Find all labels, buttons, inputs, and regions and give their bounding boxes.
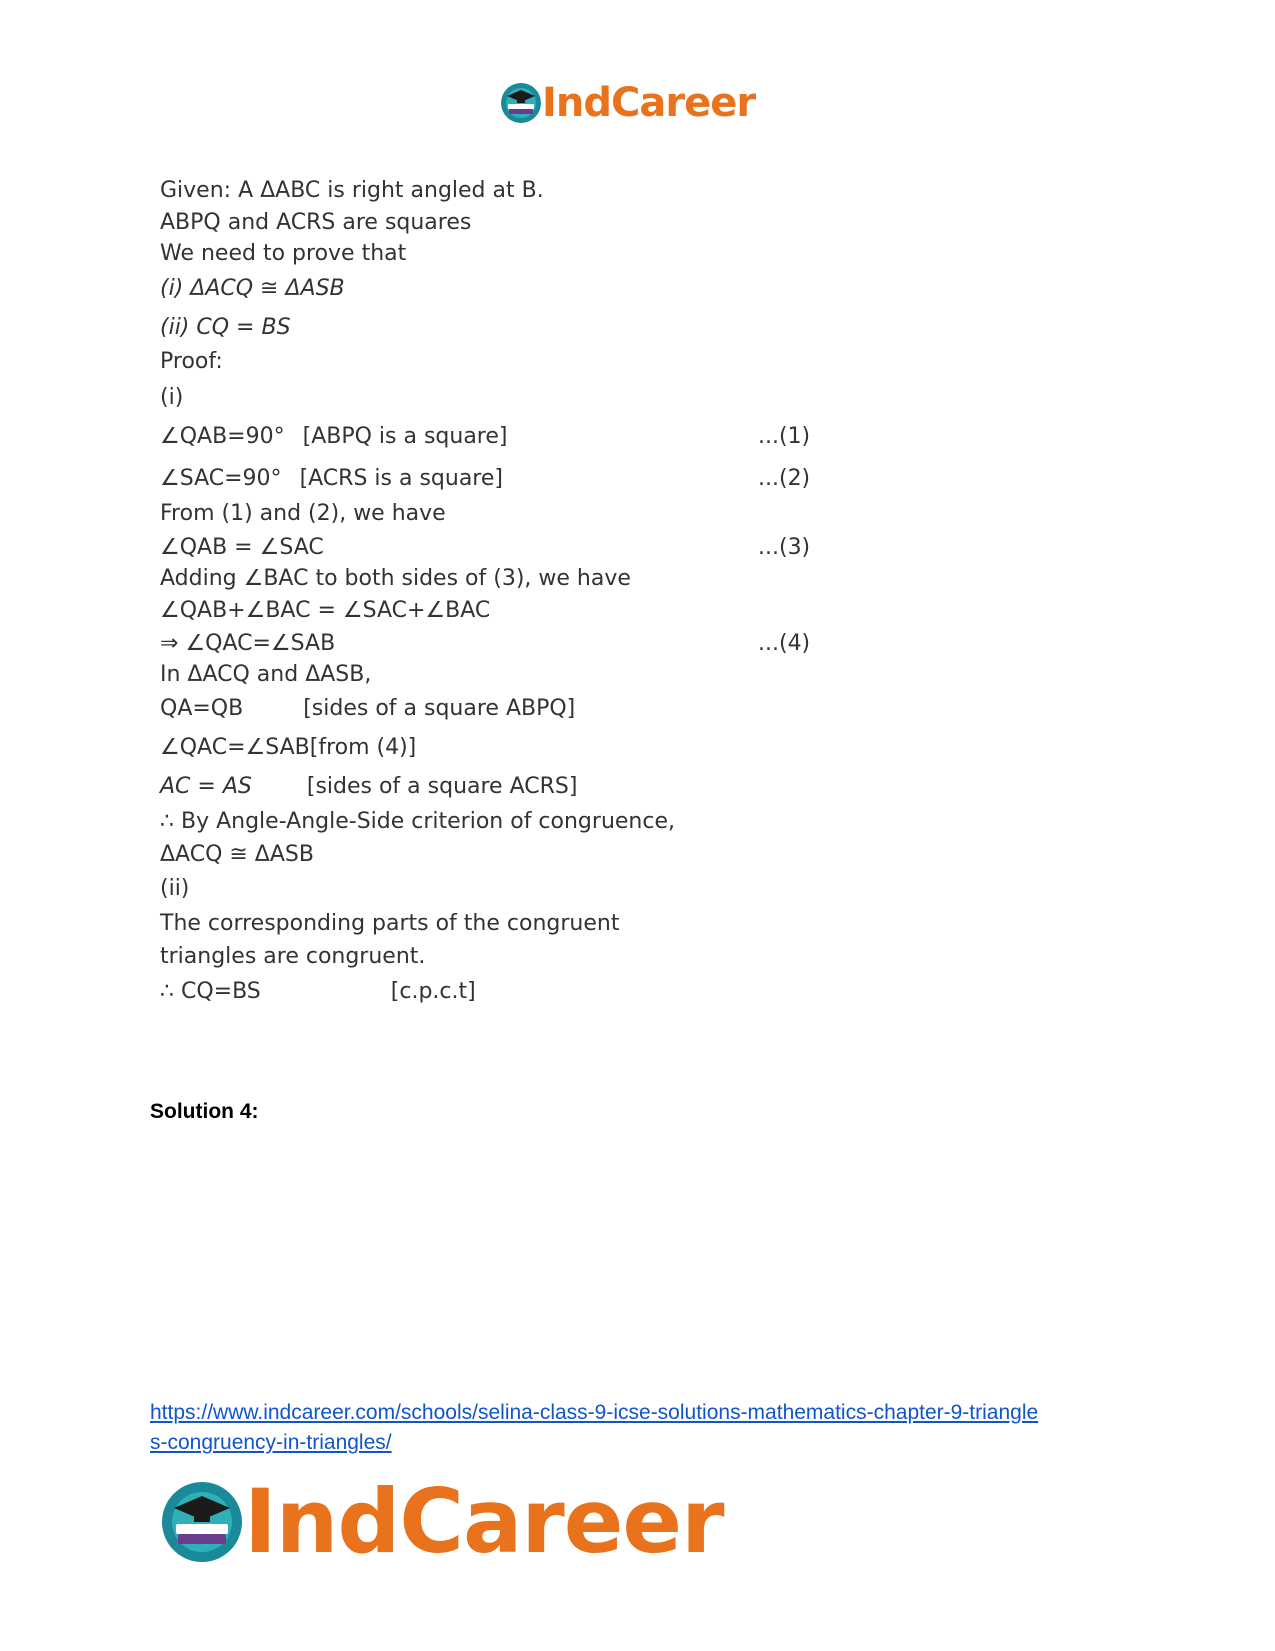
prove-part-i: (i) ΔACQ ≅ ΔASB	[160, 276, 345, 301]
step-2-statement: ∠SAC=90°	[160, 466, 282, 491]
squares-line: ABPQ and ACRS are squares	[160, 210, 472, 235]
sum-line: ∠QAB+∠BAC = ∠SAC+∠BAC	[160, 598, 491, 623]
header-logo	[500, 80, 755, 126]
source-link-line-1[interactable]: https://www.indcareer.com/schools/selina-class-9-icse-solutions-mathematics-chapter-9-triangle	[150, 1401, 1039, 1424]
part-i-label: (i)	[160, 385, 184, 410]
solution-heading: Solution 4:	[150, 1100, 259, 1123]
step-1	[160, 426, 507, 448]
step-4-number: ...(4)	[758, 631, 811, 656]
ac-as-statement: AC = AS	[160, 774, 252, 799]
ac-as-line	[160, 776, 577, 798]
congruence-result: ΔACQ ≅ ΔASB	[160, 842, 314, 867]
step-1-reason: [ABPQ is a square]	[302, 424, 508, 449]
angle-reason: [from (4)]	[309, 735, 417, 760]
adding-line: Adding ∠BAC to both sides of (3), we have	[160, 566, 631, 591]
ac-as-reason: [sides of a square ACRS]	[306, 774, 578, 799]
step-4-statement: ⇒ ∠QAC=∠SAB	[160, 631, 336, 656]
graduation-cap-books-icon	[160, 1480, 244, 1564]
step-1-statement: ∠QAB=90°	[160, 424, 285, 449]
given-line: Given: A ΔABC is right angled at B.	[160, 178, 544, 203]
brand-name: IndCareer	[542, 80, 756, 126]
conclusion-reason: [c.p.c.t]	[390, 979, 476, 1004]
cpct-text-1: The corresponding parts of the congruent	[160, 911, 620, 936]
part-ii-label: (ii)	[160, 876, 190, 901]
from-1-2-line: From (1) and (2), we have	[160, 501, 446, 526]
proof-label: Proof:	[160, 349, 223, 374]
qa-qb-statement: QA=QB	[160, 696, 244, 721]
step-2-reason: [ACRS is a square]	[299, 466, 503, 491]
qa-qb-line	[160, 698, 575, 720]
angle-line	[160, 737, 416, 759]
source-link[interactable]	[150, 1398, 1150, 1458]
conclusion-statement: ∴ CQ=BS	[160, 979, 261, 1004]
source-link-line-2[interactable]: s-congruency-in-triangles/	[150, 1431, 392, 1454]
criterion-line: ∴ By Angle-Angle-Side criterion of congruence,	[160, 809, 675, 834]
graduation-cap-books-icon	[500, 82, 542, 124]
step-3-number: ...(3)	[758, 535, 811, 560]
step-2	[160, 468, 503, 490]
footer-logo	[160, 1470, 724, 1573]
step-1-number: ...(1)	[758, 424, 811, 449]
step-3-statement: ∠QAB = ∠SAC	[160, 535, 324, 560]
cpct-text-2: triangles are congruent.	[160, 944, 426, 969]
prove-part-ii: (ii) CQ = BS	[160, 315, 291, 340]
triangles-line: In ΔACQ and ΔASB,	[160, 662, 372, 687]
angle-statement: ∠QAC=∠SAB	[160, 735, 310, 760]
need-to-prove-line: We need to prove that	[160, 241, 407, 266]
step-2-number: ...(2)	[758, 466, 811, 491]
conclusion-line	[160, 981, 476, 1003]
qa-qb-reason: [sides of a square ABPQ]	[303, 696, 576, 721]
brand-name: IndCareer	[244, 1470, 724, 1573]
